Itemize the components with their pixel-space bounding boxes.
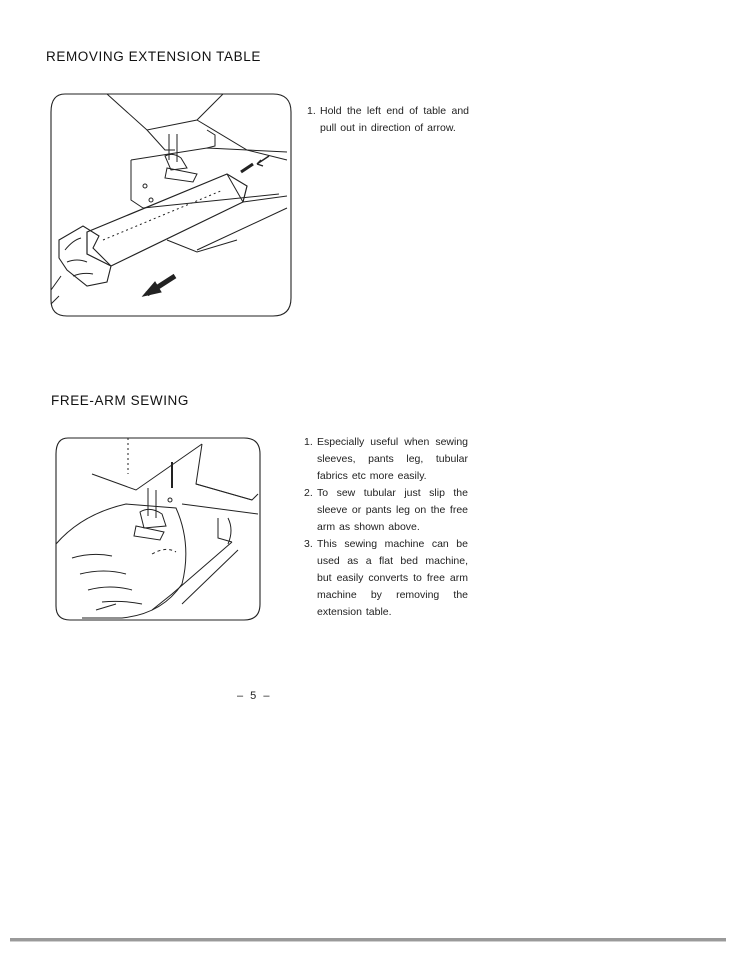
list-item (304, 485, 468, 536)
removing-extension-table-steps (307, 103, 469, 137)
section-title-free-arm-sewing: FREE-ARM SEWING (51, 393, 190, 408)
step-number: 1. (304, 436, 313, 448)
extension-table-removal-illustration (47, 90, 293, 320)
free-arm-sewing-steps (304, 434, 468, 621)
list-item (307, 103, 469, 137)
list-item (304, 536, 468, 621)
step-text: This sewing machine can be used as a flat bed machine, but easily converts to free arm machine by removing the extension table. (317, 538, 468, 618)
step-text: To sew tubular just slip the sleeve or pants leg on the free arm as shown above. (317, 487, 468, 533)
page-number: – 5 – (237, 690, 272, 702)
list-item (304, 434, 468, 485)
free-arm-sewing-illustration (52, 434, 262, 624)
step-number: 3. (304, 538, 313, 550)
step-text: Hold the left end of table and pull out in direction of arrow. (320, 105, 469, 134)
step-number: 2. (304, 487, 313, 499)
step-number: 1. (307, 105, 316, 117)
step-text: Especially useful when sewing sleeves, pants leg, tubular fabrics etc more easily. (317, 436, 468, 482)
bottom-divider-shadow (10, 941, 726, 942)
section-title-removing-extension-table: REMOVING EXTENSION TABLE (46, 49, 261, 64)
